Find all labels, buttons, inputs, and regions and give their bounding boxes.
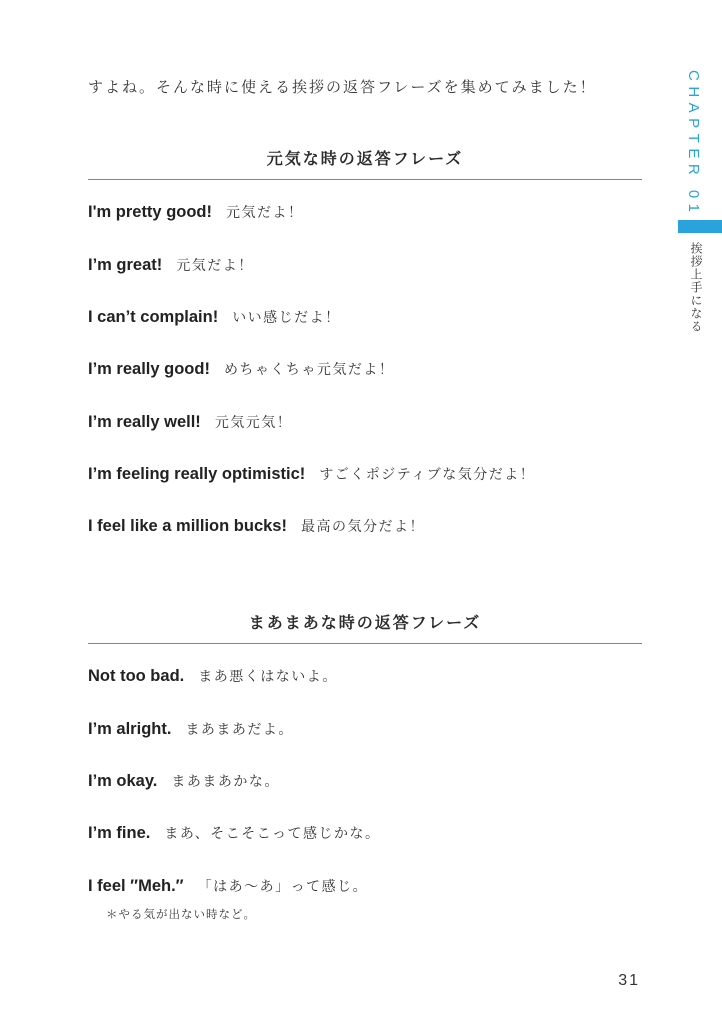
chapter-label	[686, 70, 702, 220]
phrase-item	[88, 771, 280, 791]
chapter-subtitle: 挨拶上手になる	[689, 242, 703, 333]
phrase-item	[88, 823, 381, 843]
phrase-japanese: 「はあ～あ」って感じ。	[197, 879, 369, 895]
phrase-english: I’m great!	[88, 256, 163, 274]
chapter-tab-bar	[678, 220, 722, 233]
phrase-english: I’m feeling really optimistic!	[88, 465, 306, 483]
phrase-japanese: めちゃくちゃ元気だよ！	[223, 362, 395, 378]
phrase-english: I’m okay.	[88, 772, 158, 790]
phrase-item	[88, 202, 304, 222]
phrase-japanese: 元気だよ！	[226, 205, 304, 221]
phrase-item	[88, 307, 341, 327]
phrase-english: I'm pretty good!	[88, 203, 212, 221]
phrase-item	[88, 359, 394, 379]
phrase-english: I’m fine.	[88, 824, 151, 842]
phrase-item	[88, 464, 535, 484]
phrase-japanese: まあ悪くはないよ。	[198, 669, 338, 685]
phrase-japanese: まあまあかな。	[171, 774, 280, 790]
section-title-maamaa: まあまあな時の返答フレーズ	[248, 613, 482, 632]
phrase-japanese: まあ、そこそこって感じかな。	[164, 826, 381, 842]
page-number: 31	[618, 972, 640, 989]
phrase-japanese: いい感じだよ！	[232, 310, 341, 326]
phrase-english: I’m alright.	[88, 720, 172, 738]
phrase-japanese: まあまあだよ。	[185, 722, 294, 738]
phrase-english: I’m really good!	[88, 360, 210, 378]
phrase-english: I feel ″Meh.″	[88, 877, 184, 895]
phrase-item	[88, 412, 292, 432]
section-divider	[88, 643, 642, 644]
phrase-japanese: すごくポジティブな気分だよ！	[319, 467, 536, 483]
chapter-label-text: CHAPTER 01	[685, 70, 702, 218]
footnote: ＊やる気が出ない時など。	[106, 907, 256, 921]
phrase-japanese: 元気だよ！	[176, 258, 254, 274]
phrase-item	[88, 719, 294, 739]
phrase-english: Not too bad.	[88, 667, 185, 685]
phrase-japanese: 元気元気！	[214, 415, 293, 431]
phrase-item	[88, 516, 425, 536]
phrase-english: I can’t complain!	[88, 308, 219, 326]
phrase-japanese: 最高の気分だよ！	[300, 519, 425, 535]
intro-text: すよね。そんな時に使える挨拶の返答フレーズを集めてみました！	[88, 78, 597, 96]
section-title-genki: 元気な時の返答フレーズ	[266, 149, 464, 168]
section-divider	[88, 179, 642, 180]
phrase-item	[88, 666, 338, 686]
phrase-english: I feel like a million bucks!	[88, 517, 287, 535]
phrase-item	[88, 876, 368, 896]
phrase-english: I’m really well!	[88, 413, 201, 431]
phrase-item	[88, 255, 254, 275]
